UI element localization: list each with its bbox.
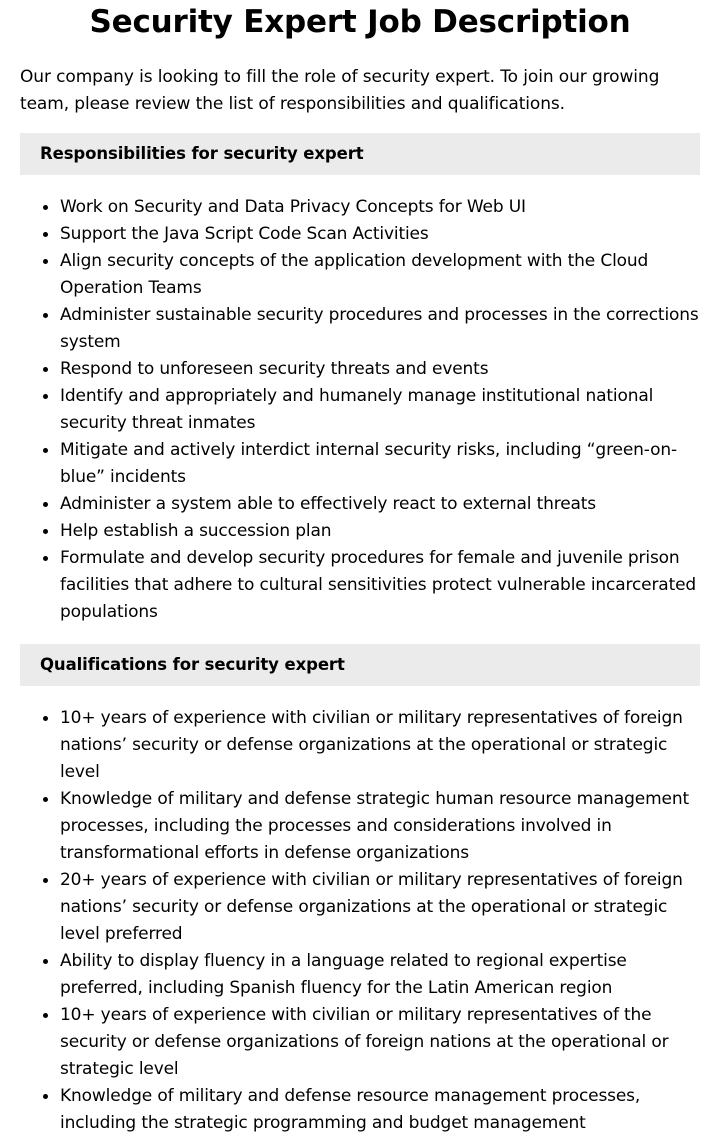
list-item: 10+ years of experience with civilian or military representatives of the security or defense organizations of foreign nations at the operational or strategic level [60, 1002, 700, 1083]
qualifications-list [20, 705, 700, 1137]
list-item: Formulate and develop security procedures for female and juvenile prison facilities that adhere to cultural sensitivities protect vulnerable incarcerated populations [60, 545, 700, 626]
list-item: Mitigate and actively interdict internal security risks, including “green-on-blue” incidents [60, 437, 700, 491]
list-item: Respond to unforeseen security threats and events [60, 356, 700, 383]
list-item: Knowledge of military and defense strategic human resource management processes, including the processes and considerations involved in transformational efforts in defense organizations [60, 786, 700, 867]
list-item: Administer a system able to effectively react to external threats [60, 491, 700, 518]
page-title: Security Expert Job Description [89, 4, 631, 40]
list-item: Knowledge of military and defense resource management processes, including the strategic programming and budget management [60, 1083, 700, 1137]
list-item: Identify and appropriately and humanely manage institutional national security threat inmates [60, 383, 700, 437]
list-item: Align security concepts of the application development with the Cloud Operation Teams [60, 248, 700, 302]
responsibilities-list [20, 194, 700, 626]
list-item: Work on Security and Data Privacy Concepts for Web UI [60, 194, 700, 221]
list-item: 20+ years of experience with civilian or military representatives of foreign nations’ security or defense organizations at the operational or strategic level preferred [60, 867, 700, 948]
list-item: Support the Java Script Code Scan Activities [60, 221, 700, 248]
list-item: 10+ years of experience with civilian or military representatives of foreign nations’ security or defense organizations at the operational or strategic level [60, 705, 700, 786]
intro-paragraph: Our company is looking to fill the role of security expert. To join our growing team, please review the list of responsibilities and qualifications. [20, 67, 660, 114]
list-item: Help establish a succession plan [60, 518, 700, 545]
qualifications-heading: Qualifications for security expert [20, 644, 700, 686]
list-item: Ability to display fluency in a language related to regional expertise preferred, including Spanish fluency for the Latin American region [60, 948, 700, 1002]
list-item: Administer sustainable security procedures and processes in the corrections system [60, 302, 700, 356]
responsibilities-heading: Responsibilities for security expert [20, 133, 700, 175]
